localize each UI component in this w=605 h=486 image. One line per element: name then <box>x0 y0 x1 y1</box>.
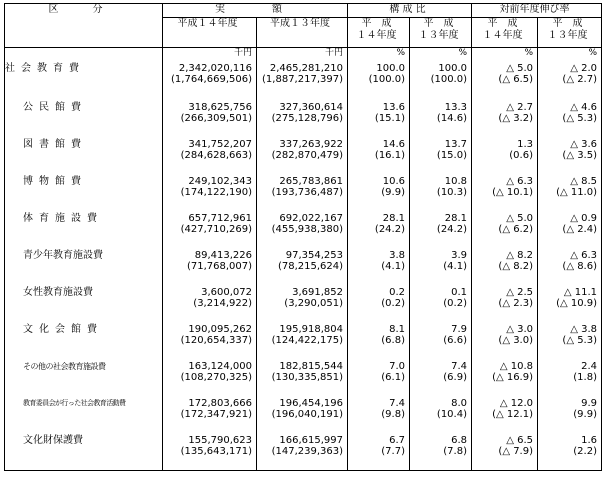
fy14-amount-cell: 190,095,262 (120,654,337) <box>163 322 257 359</box>
fy13-growth-cell: △ 6.3 (△ 8.6) <box>538 248 602 285</box>
unit-growth13: % <box>538 48 602 62</box>
row-label: 青少年教育施設費 <box>5 248 163 285</box>
fy14-amount-cell: 3,600,072 (3,214,922) <box>163 285 257 322</box>
fy13-amount-header: 平成１３年度 <box>257 18 348 48</box>
fy13-growth-cell: △ 2.0 (△ 2.7) <box>538 61 602 100</box>
fy13-growth-header: 平 成 １３年度 <box>538 18 602 48</box>
fy14-growth-cell: △ 3.0 (△ 3.0) <box>472 322 538 359</box>
table-row <box>5 61 602 100</box>
growth-rate-header: 対前年度伸び率 <box>472 4 602 18</box>
row-label: 教育委員会が行った社会教育活動費 <box>5 396 163 433</box>
fy13-amount-cell: 166,615,997 (147,239,363) <box>257 433 348 471</box>
fy14-composition-cell: 7.4 (9.8) <box>348 396 410 433</box>
table-row <box>5 285 602 322</box>
table-row <box>5 433 602 471</box>
fy13-growth-cell: 2.4 (1.8) <box>538 359 602 396</box>
row-label: 社会教育費 <box>5 61 163 100</box>
table-row <box>5 100 602 137</box>
table-row <box>5 211 602 248</box>
fy14-composition-cell: 0.2 (0.2) <box>348 285 410 322</box>
fy14-composition-cell: 8.1 (6.8) <box>348 322 410 359</box>
fy14-amount-cell: 89,413,226 (71,768,007) <box>163 248 257 285</box>
fy13-amount-cell: 692,022,167 (455,938,380) <box>257 211 348 248</box>
fy13-growth-cell: △ 11.1 (△ 10.9) <box>538 285 602 322</box>
table-row <box>5 322 602 359</box>
fy14-amount-cell: 163,124,000 (108,270,325) <box>163 359 257 396</box>
fy13-composition-cell: 6.8 (7.8) <box>410 433 472 471</box>
fy13-growth-cell: △ 3.8 (△ 5.3) <box>538 322 602 359</box>
fy13-amount-cell: 196,454,196 (196,040,191) <box>257 396 348 433</box>
fy14-composition-cell: 3.8 (4.1) <box>348 248 410 285</box>
actual-amount-header: 実 額 <box>163 4 348 18</box>
fy14-growth-cell: △ 5.0 (△ 6.2) <box>472 211 538 248</box>
fy14-growth-cell: 1.3 (0.6) <box>472 137 538 174</box>
fy14-amount-cell: 2,342,020,116 (1,764,669,506) <box>163 61 257 100</box>
fy14-growth-cell: △ 10.8 (△ 16.9) <box>472 359 538 396</box>
fy14-composition-cell: 100.0 (100.0) <box>348 61 410 100</box>
unit-comp14: % <box>348 48 410 62</box>
row-label: 体育施設費 <box>5 211 163 248</box>
fy13-amount-cell: 195,918,804 (124,422,175) <box>257 322 348 359</box>
fy13-composition-header: 平 成 １３年度 <box>410 18 472 48</box>
row-label: 博物館費 <box>5 174 163 211</box>
fy14-amount-cell: 172,803,666 (172,347,921) <box>163 396 257 433</box>
fy13-composition-cell: 8.0 (10.4) <box>410 396 472 433</box>
fy13-composition-cell: 13.3 (14.6) <box>410 100 472 137</box>
table-row <box>5 359 602 396</box>
fy13-composition-cell: 100.0 (100.0) <box>410 61 472 100</box>
fy13-composition-cell: 7.4 (6.9) <box>410 359 472 396</box>
row-label: 女性教育施設費 <box>5 285 163 322</box>
fy14-amount-cell: 249,102,343 (174,122,190) <box>163 174 257 211</box>
table-row <box>5 396 602 433</box>
table-row <box>5 137 602 174</box>
fy13-amount-cell: 265,783,861 (193,736,487) <box>257 174 348 211</box>
fy14-composition-cell: 14.6 (16.1) <box>348 137 410 174</box>
fy13-amount-cell: 182,815,544 (130,335,851) <box>257 359 348 396</box>
row-label: その他の社会教育施設費 <box>5 359 163 396</box>
fy13-growth-cell: △ 8.5 (△ 11.0) <box>538 174 602 211</box>
fy14-amount-header: 平成１４年度 <box>163 18 257 48</box>
fy14-growth-cell: △ 8.2 (△ 8.2) <box>472 248 538 285</box>
fy14-amount-cell: 155,790,623 (135,643,171) <box>163 433 257 471</box>
fy13-composition-cell: 3.9 (4.1) <box>410 248 472 285</box>
category-header: 区 分 <box>5 4 163 48</box>
fy13-amount-cell: 327,360,614 (275,128,796) <box>257 100 348 137</box>
fy14-amount-cell: 341,752,207 (284,628,663) <box>163 137 257 174</box>
fy13-composition-cell: 10.8 (10.3) <box>410 174 472 211</box>
fy13-composition-cell: 0.1 (0.2) <box>410 285 472 322</box>
fy14-growth-cell: △ 2.5 (△ 2.3) <box>472 285 538 322</box>
fy14-growth-cell: △ 2.7 (△ 3.2) <box>472 100 538 137</box>
fy13-composition-cell: 28.1 (24.2) <box>410 211 472 248</box>
table-row <box>5 248 602 285</box>
fy13-amount-cell: 2,465,281,210 (1,887,217,397) <box>257 61 348 100</box>
fy14-growth-cell: △ 6.3 (△ 10.1) <box>472 174 538 211</box>
header-row-1 <box>5 4 602 18</box>
fy13-amount-cell: 97,354,253 (78,215,624) <box>257 248 348 285</box>
fy13-amount-cell: 3,691,852 (3,290,051) <box>257 285 348 322</box>
fy13-growth-cell: 1.6 (2.2) <box>538 433 602 471</box>
fy14-composition-cell: 10.6 (9.9) <box>348 174 410 211</box>
table-row <box>5 174 602 211</box>
fy13-composition-cell: 13.7 (15.0) <box>410 137 472 174</box>
fy14-growth-cell: △ 6.5 (△ 7.9) <box>472 433 538 471</box>
fy13-growth-cell: △ 4.6 (△ 5.3) <box>538 100 602 137</box>
row-label: 図書館費 <box>5 137 163 174</box>
fy14-growth-cell: △ 5.0 (△ 6.5) <box>472 61 538 100</box>
fy13-composition-cell: 7.9 (6.6) <box>410 322 472 359</box>
fy13-growth-cell: △ 0.9 (△ 2.4) <box>538 211 602 248</box>
fy14-composition-cell: 13.6 (15.1) <box>348 100 410 137</box>
fy14-composition-cell: 28.1 (24.2) <box>348 211 410 248</box>
units-row <box>5 48 602 62</box>
unit-comp13: % <box>410 48 472 62</box>
unit-growth14: % <box>472 48 538 62</box>
fy13-growth-cell: 9.9 (9.9) <box>538 396 602 433</box>
row-label: 公民館費 <box>5 100 163 137</box>
row-label: 文化会館費 <box>5 322 163 359</box>
unit-fy14: 千円 <box>163 48 257 62</box>
fy14-composition-cell: 6.7 (7.7) <box>348 433 410 471</box>
fy13-growth-cell: △ 3.6 (△ 3.5) <box>538 137 602 174</box>
row-label: 文化財保護費 <box>5 433 163 471</box>
fy14-amount-cell: 318,625,756 (266,309,501) <box>163 100 257 137</box>
fy14-growth-header: 平 成 １４年度 <box>472 18 538 48</box>
composition-header: 構 成 比 <box>348 4 472 18</box>
fy14-growth-cell: △ 12.0 (△ 12.1) <box>472 396 538 433</box>
unit-fy13: 千円 <box>257 48 348 62</box>
social-education-expense-table <box>4 3 602 471</box>
fy14-composition-cell: 7.0 (6.1) <box>348 359 410 396</box>
fy14-amount-cell: 657,712,961 (427,710,269) <box>163 211 257 248</box>
fy13-amount-cell: 337,263,922 (282,870,479) <box>257 137 348 174</box>
fy14-composition-header: 平 成 １４年度 <box>348 18 410 48</box>
